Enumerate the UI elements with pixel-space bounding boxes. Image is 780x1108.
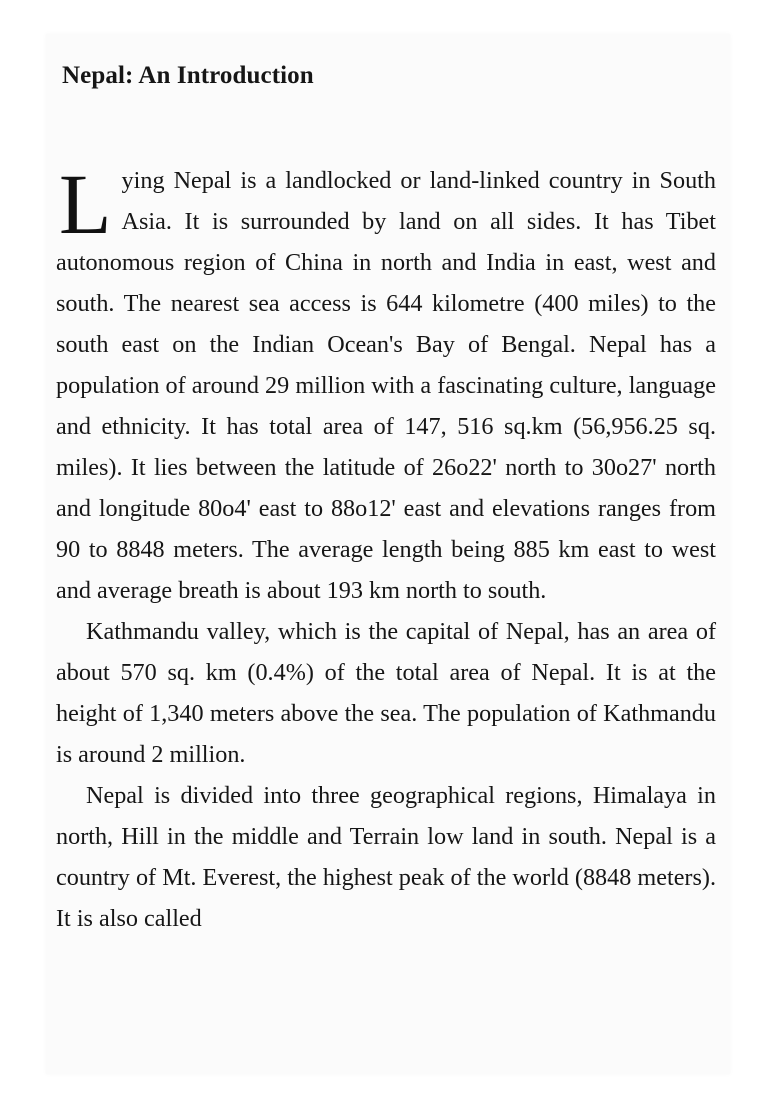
paragraph-3: Nepal is divided into three geographical regions, Himalaya in north, Hill in the middle and Terrain low land in south. Nepal is a country of Mt. Everest, the highest peak of the world (8848 meters). It is also called <box>56 782 716 932</box>
drop-cap-letter: L <box>59 156 112 252</box>
page-title: Nepal: An Introduction <box>62 62 314 89</box>
page-content <box>56 56 716 939</box>
paragraph-1 <box>56 156 716 611</box>
paragraph-2: Kathmandu valley, which is the capital of Nepal, has an area of about 570 sq. km (0.4%) of the total area of Nepal. It is at the height of 1,340 meters above the sea. The population of Kathmandu is around 2 million. <box>56 618 716 768</box>
paragraph-1-text: ying Nepal is a landlocked or land-linked country in South Asia. It is surrounded by land on all sides. It has Tibet autonomous region of China in north and India in east, west and south. The nearest sea access is 644 kilometre (400 miles) to the south east on the Indian Ocean's Bay of Bengal. Nepal has a population of around 29 million with a fascinating culture, language and ethnicity. It has total area of 147, 516 sq.km (56,956.25 sq. miles). It lies between the latitude of 26o22' north to 30o27' north and longitude 80o4' east to 88o12' east and elevations ranges from 90 to 8848 meters. The average length being 885 km east to west and average breath is about 193 km north to south. <box>56 167 716 604</box>
